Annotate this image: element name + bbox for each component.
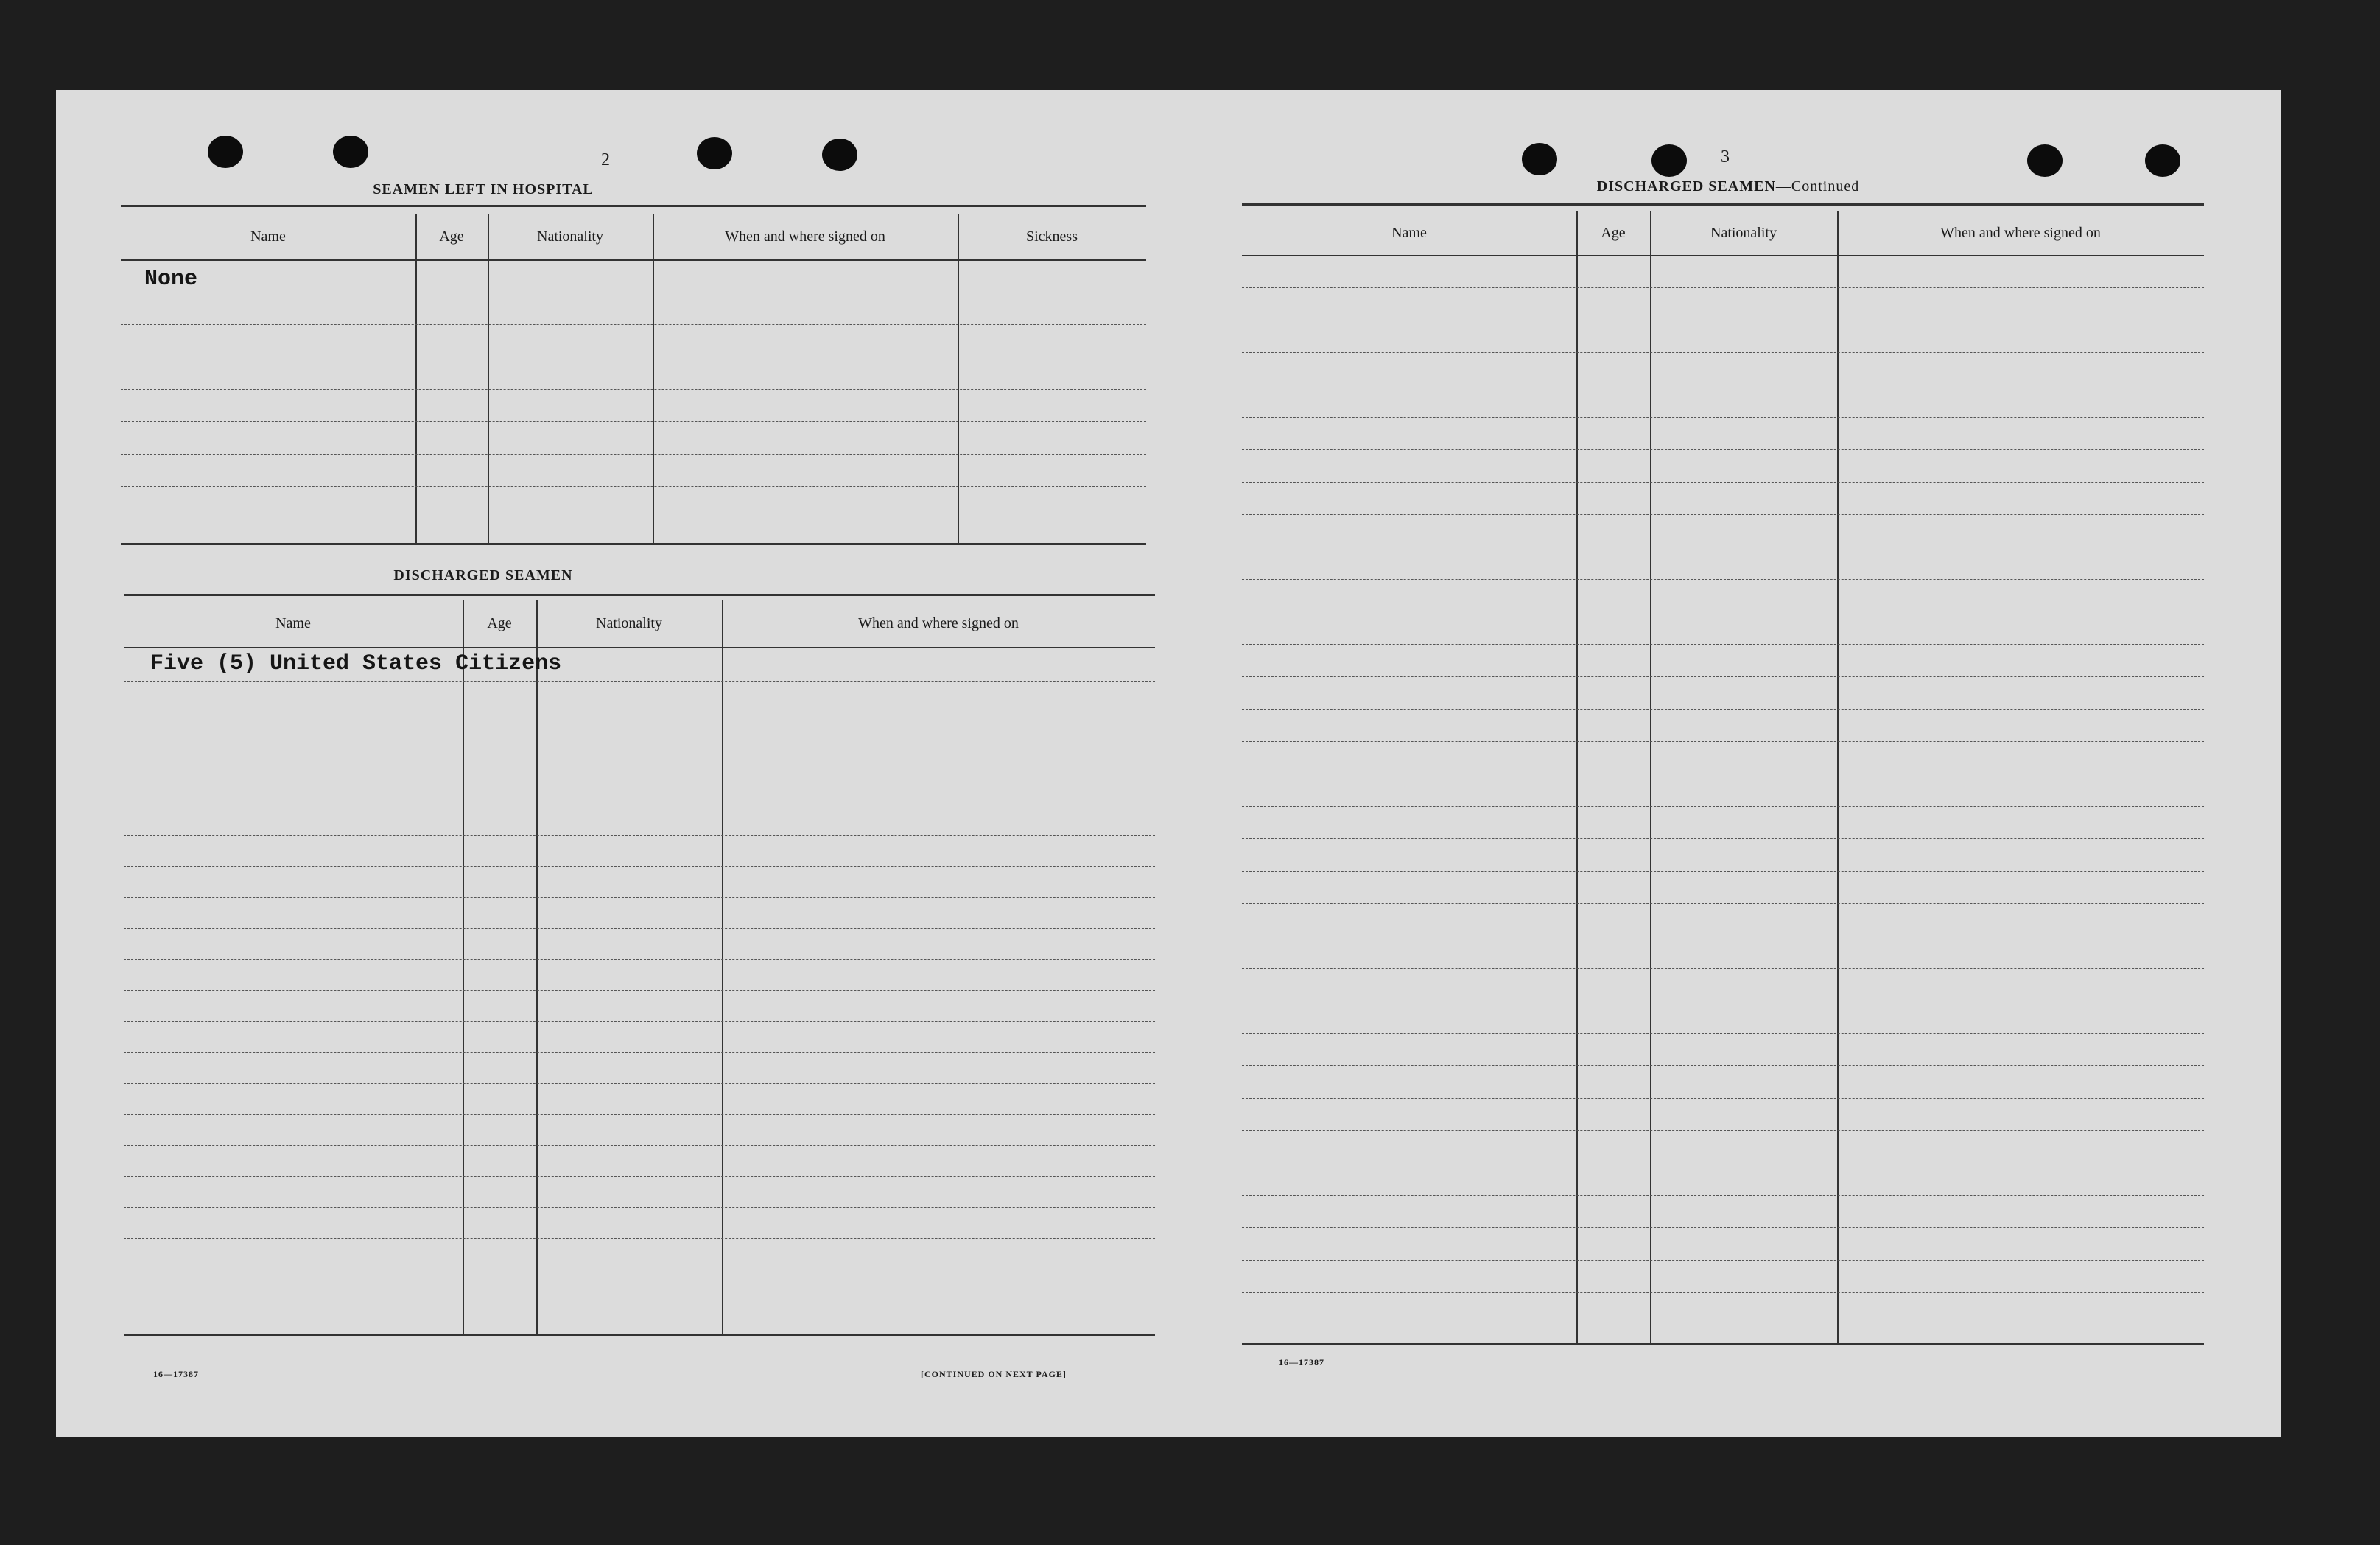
row-line xyxy=(1242,903,2204,904)
column-header-age: Age xyxy=(1601,224,1626,241)
row-line xyxy=(124,1052,1155,1053)
discharged-section-title: DISCHARGED SEAMEN xyxy=(393,567,573,584)
punch-hole xyxy=(208,136,243,168)
left-page xyxy=(56,90,1168,1437)
section-rule xyxy=(124,594,1155,596)
column-header-name: Name xyxy=(250,228,286,245)
column-header-nationality: Nationality xyxy=(1710,224,1777,241)
section-rule xyxy=(121,205,1146,207)
row-line xyxy=(1242,676,2204,677)
column-divider xyxy=(536,600,538,1336)
row-line xyxy=(121,389,1146,390)
row-line xyxy=(124,959,1155,960)
row-line xyxy=(1242,1227,2204,1228)
row-line xyxy=(124,866,1155,867)
hospital-entry: None xyxy=(144,267,198,292)
row-line xyxy=(1242,838,2204,839)
row-line xyxy=(124,1114,1155,1115)
row-line xyxy=(1242,482,2204,483)
row-line xyxy=(1242,449,2204,450)
row-line xyxy=(1242,806,2204,807)
page-number: 3 xyxy=(1721,147,1730,167)
row-line xyxy=(121,324,1146,325)
row-line xyxy=(1242,1065,2204,1066)
continued-section-title xyxy=(1492,178,1964,195)
row-line xyxy=(1242,287,2204,288)
column-divider xyxy=(415,214,417,545)
discharged-table xyxy=(124,600,1155,1336)
row-line xyxy=(124,1176,1155,1177)
document-sheet xyxy=(56,90,2281,1437)
row-line xyxy=(1242,1098,2204,1099)
column-header-signed-on: When and where signed on xyxy=(1940,224,2101,241)
section-title-text: DISCHARGED SEAMEN xyxy=(1596,178,1776,195)
row-line xyxy=(1242,709,2204,710)
column-header-nationality: Nationality xyxy=(537,228,603,245)
table-bottom-rule xyxy=(121,543,1146,545)
punch-hole xyxy=(1651,144,1687,177)
punch-hole xyxy=(2145,144,2180,177)
row-line xyxy=(124,990,1155,991)
row-line xyxy=(1242,514,2204,515)
form-number: 16—17387 xyxy=(153,1369,199,1379)
row-line xyxy=(1242,1195,2204,1196)
discharged-entry: Five (5) United States Citizens xyxy=(150,651,562,676)
column-divider xyxy=(653,214,654,545)
row-line xyxy=(124,1238,1155,1239)
column-header-name: Name xyxy=(1391,224,1427,241)
punch-hole xyxy=(333,136,368,168)
column-header-age: Age xyxy=(439,228,464,245)
column-divider xyxy=(958,214,959,545)
row-line xyxy=(124,835,1155,836)
row-line xyxy=(124,928,1155,929)
hospital-section-title: SEAMEN LEFT IN HOSPITAL xyxy=(373,181,594,197)
column-divider xyxy=(722,600,723,1336)
column-header-age: Age xyxy=(487,614,512,631)
hospital-table xyxy=(121,214,1146,545)
row-line xyxy=(1242,968,2204,969)
continued-note: [CONTINUED ON NEXT PAGE] xyxy=(921,1369,1067,1379)
column-divider xyxy=(488,214,489,545)
column-divider xyxy=(1650,211,1651,1345)
punch-hole xyxy=(2027,144,2063,177)
punch-hole xyxy=(697,137,732,169)
row-line xyxy=(124,1207,1155,1208)
continued-table-header xyxy=(1242,211,2204,256)
column-header-signed-on: When and where signed on xyxy=(858,614,1019,631)
row-line xyxy=(1242,1033,2204,1034)
punch-hole xyxy=(822,139,857,171)
row-line xyxy=(124,1145,1155,1146)
row-line xyxy=(1242,1260,2204,1261)
page-number: 2 xyxy=(601,150,610,169)
row-line xyxy=(1242,1292,2204,1293)
table-bottom-rule xyxy=(124,1334,1155,1336)
row-line xyxy=(1242,871,2204,872)
column-header-name: Name xyxy=(275,614,311,631)
table-bottom-rule xyxy=(1242,1343,2204,1345)
right-page xyxy=(1168,90,2281,1437)
row-line xyxy=(1242,417,2204,418)
row-line xyxy=(1242,644,2204,645)
column-divider xyxy=(1576,211,1578,1345)
section-title-suffix: —Continued xyxy=(1775,178,1860,195)
row-line xyxy=(124,1083,1155,1084)
column-header-sickness: Sickness xyxy=(1026,228,1078,245)
row-line xyxy=(121,486,1146,487)
hospital-table-header xyxy=(121,214,1146,261)
column-header-signed-on: When and where signed on xyxy=(725,228,885,245)
row-line xyxy=(124,1021,1155,1022)
punch-hole xyxy=(1522,143,1557,175)
row-line xyxy=(1242,352,2204,353)
row-line xyxy=(1242,579,2204,580)
row-line xyxy=(121,454,1146,455)
form-number: 16—17387 xyxy=(1279,1357,1324,1367)
row-line xyxy=(1242,741,2204,742)
row-line xyxy=(121,421,1146,422)
continued-table xyxy=(1242,211,2204,1345)
column-divider xyxy=(1837,211,1839,1345)
column-header-nationality: Nationality xyxy=(596,614,662,631)
section-rule xyxy=(1242,203,2204,206)
row-line xyxy=(124,681,1155,682)
row-line xyxy=(124,897,1155,898)
column-divider xyxy=(463,600,464,1336)
discharged-table-header xyxy=(124,600,1155,648)
row-line xyxy=(1242,1130,2204,1131)
